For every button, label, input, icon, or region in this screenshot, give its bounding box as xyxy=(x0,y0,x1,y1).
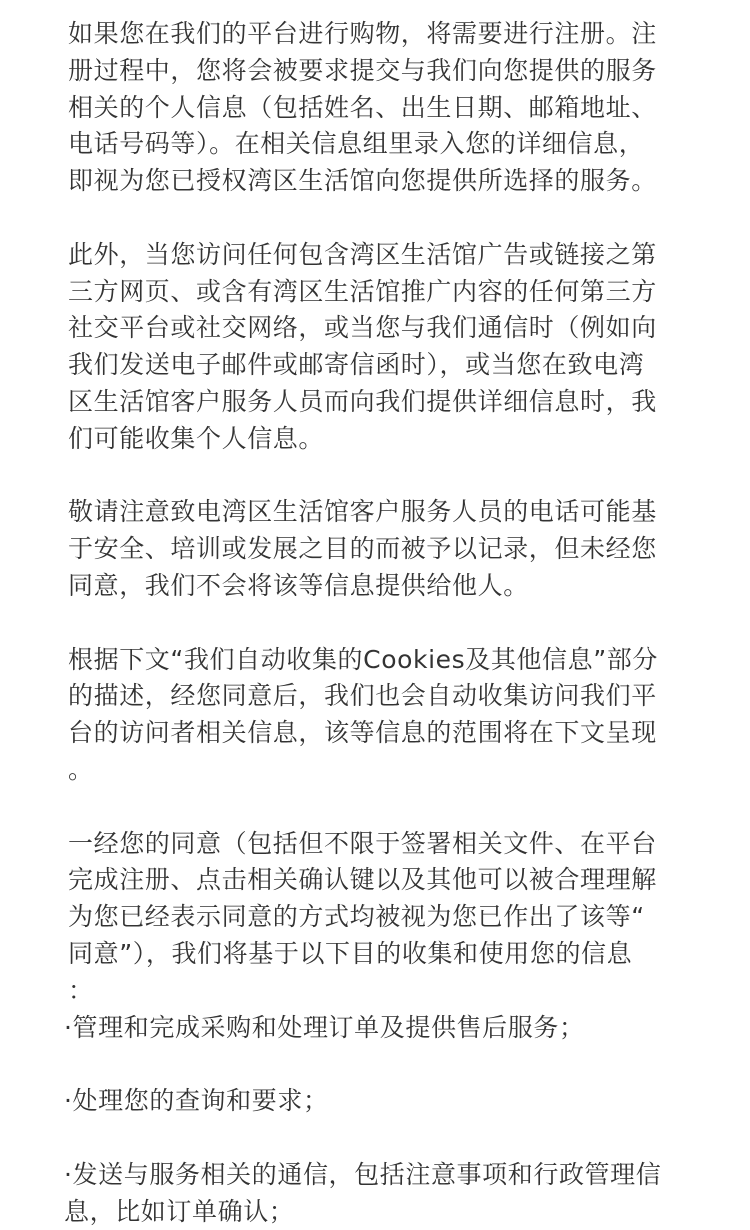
text-line: 电话号码等）。在相关信息组里录入您的详细信息， xyxy=(68,126,682,163)
paragraph-third-party xyxy=(68,237,682,458)
text-line: 即视为您已授权湾区生活馆向您提供所选择的服务。 xyxy=(68,163,682,200)
text-line: ： xyxy=(68,973,682,1010)
list-gap xyxy=(68,1046,682,1083)
list-gap xyxy=(68,1120,682,1157)
text-line: 为您已经表示同意的方式均被视为您已作出了该等“ xyxy=(68,899,682,936)
text-line: 完成注册、点击相关确认键以及其他可以被合理理解 xyxy=(68,862,682,899)
text-line: 同意，我们不会将该等信息提供给他人。 xyxy=(68,568,682,605)
paragraph-gap xyxy=(68,200,682,237)
text-line: 如果您在我们的平台进行购物，将需要进行注册。注 xyxy=(68,16,682,53)
text-line: 于安全、培训或发展之目的而被予以记录，但未经您 xyxy=(68,531,682,568)
text-line: 三方网页、或含有湾区生活馆推广内容的任何第三方 xyxy=(68,274,682,311)
text-line: 的描述，经您同意后，我们也会自动收集访问我们平 xyxy=(68,678,682,715)
list-item-text: ·管理和完成采购和处理订单及提供售后服务； xyxy=(64,1010,682,1047)
text-line: 相关的个人信息（包括姓名、出生日期、邮箱地址、 xyxy=(68,90,682,127)
text-line: 根据下文“我们自动收集的Cookies及其他信息”部分 xyxy=(68,642,682,679)
text-line: 社交平台或社交网络，或当您与我们通信时（例如向 xyxy=(68,310,682,347)
paragraph-gap xyxy=(68,605,682,642)
paragraph-gap xyxy=(68,458,682,495)
paragraph-cookies xyxy=(68,642,682,789)
list-item xyxy=(68,1010,682,1047)
text-line: 台的访问者相关信息，该等信息的范围将在下文呈现 xyxy=(68,715,682,752)
text-line: 们可能收集个人信息。 xyxy=(68,421,682,458)
text-line: 我们发送电子邮件或邮寄信函时），或当您在致电湾 xyxy=(68,347,682,384)
text-line: 同意”），我们将基于以下目的收集和使用您的信息 xyxy=(68,936,682,973)
list-item-text: ·发送与服务相关的通信，包括注意事项和行政管理信 xyxy=(64,1157,682,1194)
text-line: 。 xyxy=(68,752,682,789)
text-line: 册过程中，您将会被要求提交与我们向您提供的服务 xyxy=(68,53,682,90)
paragraph-registration xyxy=(68,16,682,200)
list-item xyxy=(68,1157,682,1230)
list-item-text: ·处理您的查询和要求； xyxy=(64,1083,682,1120)
paragraph-consent xyxy=(68,826,682,1010)
paragraph-gap xyxy=(68,789,682,826)
text-line: 此外，当您访问任何包含湾区生活馆广告或链接之第 xyxy=(68,237,682,274)
list-item xyxy=(68,1083,682,1120)
text-line: 区生活馆客户服务人员而向我们提供详细信息时，我 xyxy=(68,384,682,421)
purpose-list xyxy=(68,1010,682,1230)
text-line: 一经您的同意（包括但不限于签署相关文件、在平台 xyxy=(68,826,682,863)
text-line: 敬请注意致电湾区生活馆客户服务人员的电话可能基 xyxy=(68,494,682,531)
list-item-text: 息，比如订单确认； xyxy=(64,1194,682,1230)
paragraph-call-recording xyxy=(68,494,682,604)
